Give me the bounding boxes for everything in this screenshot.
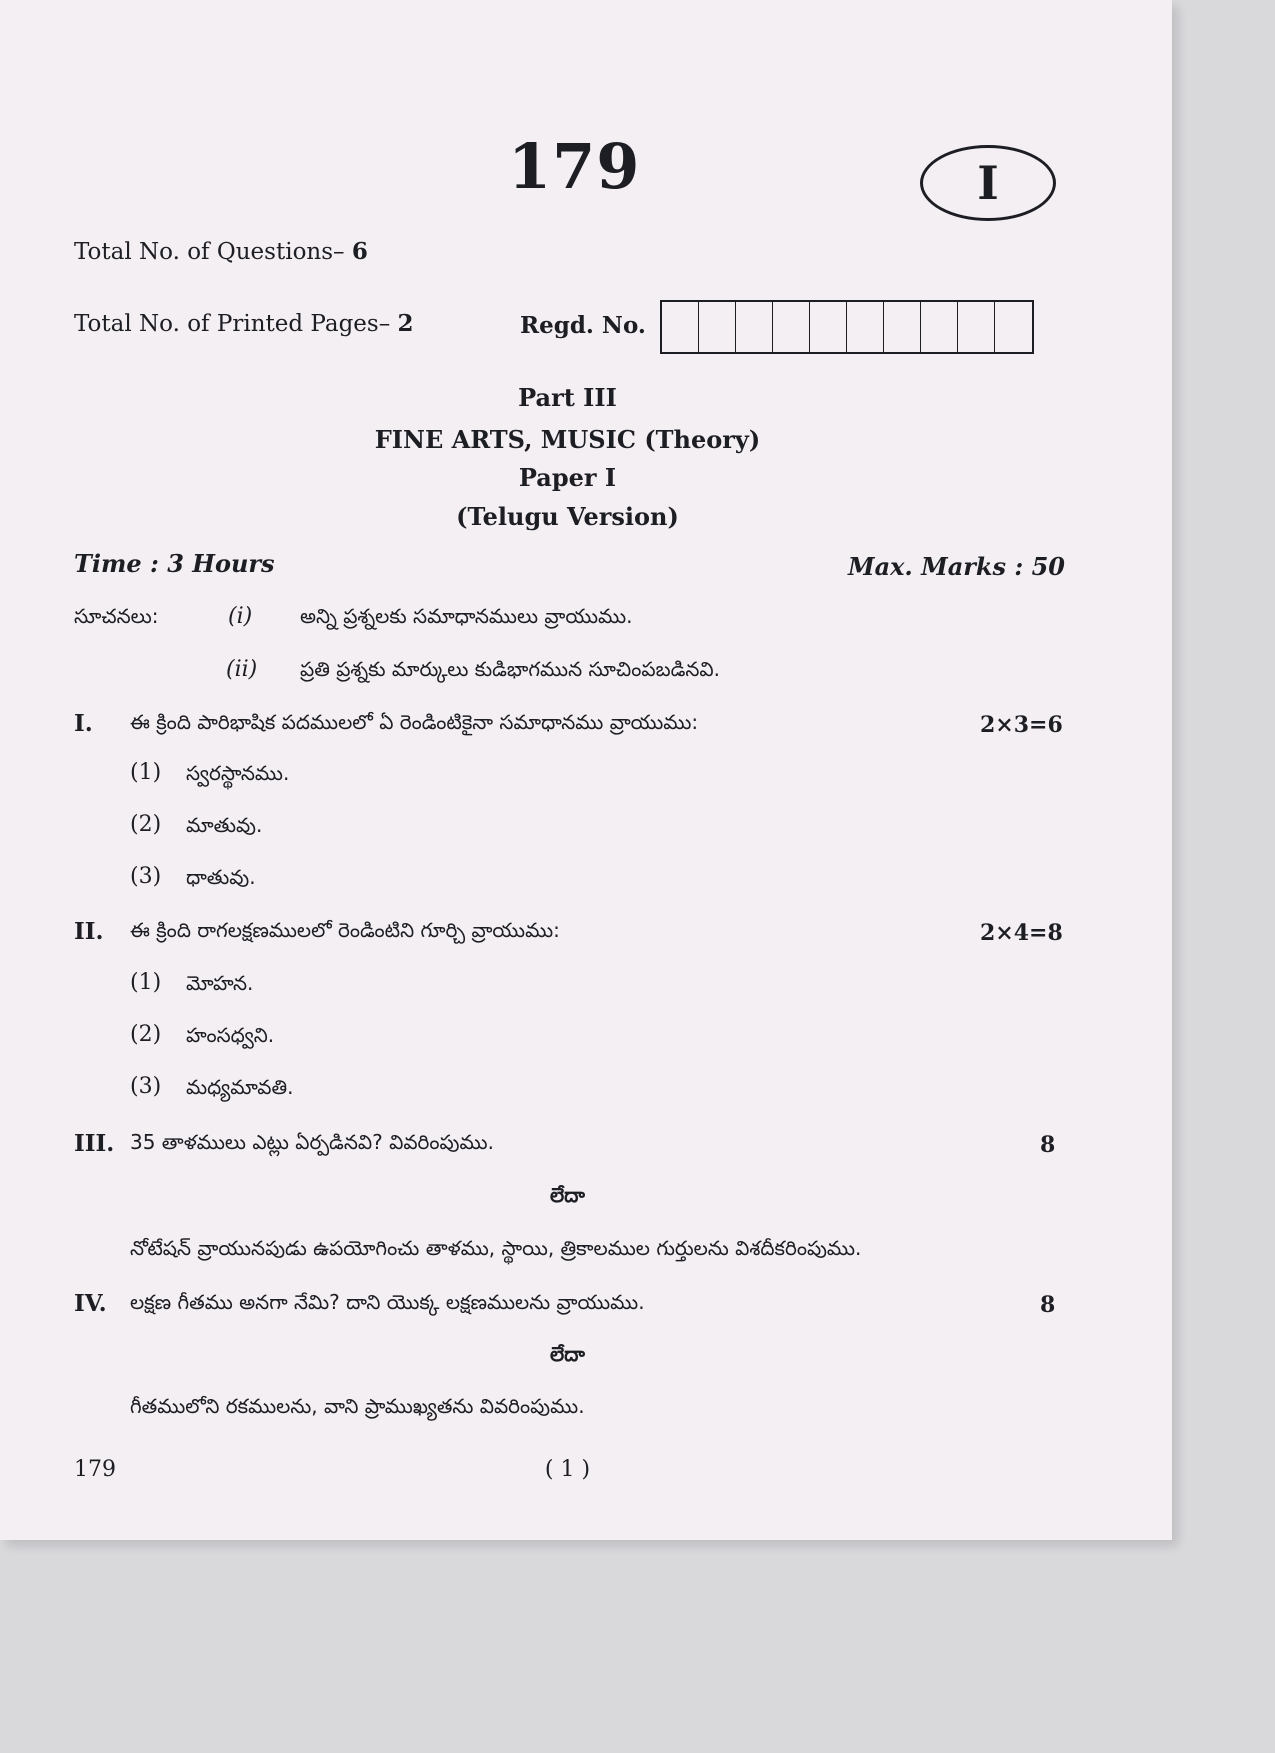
question-number: IV. [74, 1290, 107, 1317]
question-number: I. [74, 710, 93, 737]
total-questions-value: 6 [351, 238, 368, 265]
alternate-question-text: నోటేషన్ వ్రాయునపుడు ఉపయోగించు తాళము, స్థాయి, త్రికాలముల గుర్తులను విశదీకరింపుము. [130, 1236, 862, 1260]
max-marks-label: Max. Marks : 50 [848, 552, 1066, 581]
regd-box[interactable] [773, 302, 810, 352]
time-label: Time : 3 Hours [74, 549, 275, 578]
regd-number-boxes[interactable] [660, 300, 1034, 354]
regd-box[interactable] [662, 302, 699, 352]
regd-box[interactable] [810, 302, 847, 352]
sub-number: (1) [130, 760, 162, 785]
instruction-num: (ii) [226, 657, 258, 682]
question-number: III. [74, 1130, 115, 1157]
regd-box[interactable] [884, 302, 921, 352]
or-divider: లేదా [550, 1183, 585, 1207]
total-questions [74, 238, 368, 265]
instructions-label: సూచనలు: [74, 604, 159, 628]
sub-text: మోహన. [186, 971, 254, 995]
sub-text: మధ్యమావతి. [186, 1075, 294, 1099]
total-pages-label: Total No. of Printed Pages– [74, 311, 391, 337]
sub-text: మాతువు. [186, 813, 263, 837]
question-marks: 8 [1040, 1292, 1056, 1318]
sub-number: (1) [130, 970, 162, 995]
regd-label: Regd. No. [520, 312, 646, 339]
sub-number: (2) [130, 1022, 162, 1047]
version-mark-circle [920, 145, 1056, 221]
sub-text: స్వరస్థానము. [186, 761, 290, 785]
total-pages-value: 2 [397, 310, 414, 337]
total-questions-label: Total No. of Questions– [74, 239, 345, 265]
paper-code: 179 [508, 130, 641, 203]
regd-box[interactable] [847, 302, 884, 352]
part-title: Part III [518, 383, 617, 412]
or-divider: లేదా [550, 1342, 585, 1366]
instruction-num: (i) [228, 604, 253, 629]
sub-number: (3) [130, 864, 162, 889]
regd-box[interactable] [995, 302, 1032, 352]
question-text: 35 తాళములు ఎట్లు ఏర్పడినవి? వివరింపుము. [130, 1130, 494, 1154]
sub-text: ధాతువు. [186, 865, 256, 889]
question-number: II. [74, 918, 104, 945]
question-marks: 8 [1040, 1132, 1056, 1158]
version-title: (Telugu Version) [456, 502, 679, 531]
sub-text: హంసధ్వని. [186, 1023, 275, 1047]
paper-title: Paper I [518, 463, 617, 492]
question-text: లక్షణ గీతము అనగా నేమి? దాని యొక్క లక్షణములను వ్రాయుము. [130, 1290, 645, 1314]
page-number: ( 1 ) [544, 1457, 591, 1482]
alternate-question-text: గీతములోని రకములను, వాని ప్రాముఖ్యతను వివరింపుము. [130, 1394, 585, 1418]
subject-title: FINE ARTS, MUSIC (Theory) [374, 425, 761, 454]
sub-number: (3) [130, 1074, 162, 1099]
regd-box[interactable] [699, 302, 736, 352]
question-text: ఈ క్రింది పారిభాషిక పదములలో ఏ రెండింటికైనా సమాధానము వ్రాయుము: [130, 710, 699, 734]
sub-number: (2) [130, 812, 162, 837]
regd-box[interactable] [958, 302, 995, 352]
version-mark: I [977, 156, 999, 210]
total-pages [74, 310, 414, 337]
question-marks: 2×4=8 [980, 920, 1063, 946]
instruction-text: అన్ని ప్రశ్నలకు సమాధానములు వ్రాయుము. [300, 604, 633, 628]
question-marks: 2×3=6 [980, 712, 1063, 738]
footer-code: 179 [74, 1457, 116, 1482]
regd-box[interactable] [736, 302, 773, 352]
regd-box[interactable] [921, 302, 958, 352]
question-text: ఈ క్రింది రాగలక్షణములలో రెండింటిని గూర్చి వ్రాయుము: [130, 918, 560, 942]
instruction-text: ప్రతి ప్రశ్నకు మార్కులు కుడిభాగమున సూచింపబడినవి. [300, 657, 720, 681]
